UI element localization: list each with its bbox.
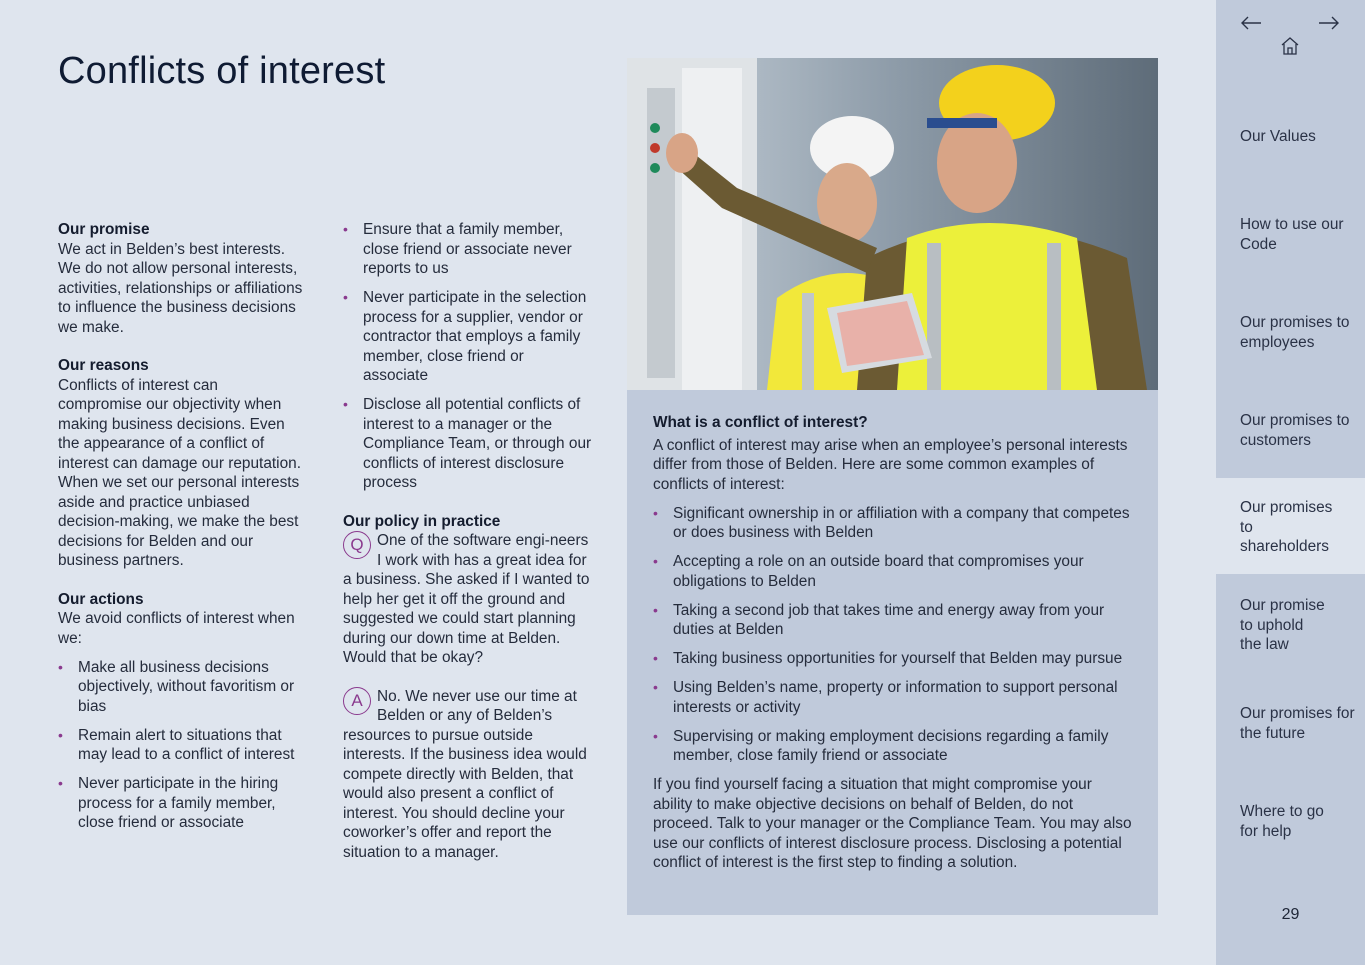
question-badge: Q <box>343 531 371 559</box>
list-item: • Taking business opportunities for yourself that Belden may pursue <box>653 649 1132 669</box>
policy-heading: Our policy in practice <box>343 512 501 530</box>
answer-block <box>343 687 593 863</box>
list-item: • Accepting a role on an outside board that compromises your obligations to Belden <box>653 552 1132 591</box>
promise-text: We act in Belden’s best interests. We do not allow personal interests, activities, relationships or affiliations to influence the business decisions we make. <box>58 240 303 336</box>
list-item: • Using Belden’s name, property or information to support personal interests or activity <box>653 678 1132 717</box>
reasons-heading: Our reasons <box>58 357 149 374</box>
arrow-right-icon[interactable] <box>1318 16 1340 35</box>
panel-heading: What is a conflict of interest? <box>653 414 868 431</box>
reasons-text: Conflicts of interest can compromise our objectivity when making business decisions. Even the appearance of a conflict of interest can damage our reputation. When we set our personal interests aside and practice unbiased decision-making, we make the best decisions for Belden and our business partners. <box>58 376 301 569</box>
list-item: • Never participate in the selection process for a supplier, vendor or contractor that employs a family member, close friend or associate <box>343 288 593 386</box>
actions-list <box>58 658 303 833</box>
list-item: • Ensure that a family member, close friend or associate never reports to us <box>343 220 593 279</box>
info-panel <box>627 390 1158 915</box>
panel-intro: A conflict of interest may arise when an employee’s personal interests differ from those of Belden. Here are some common examples of conflicts of interest: <box>653 436 1128 493</box>
nav-controls <box>1216 14 1365 64</box>
list-item: • Significant ownership in or affiliation with a company that competes or does business with Belden <box>653 504 1132 543</box>
sidebar-item-our-values[interactable]: Our Values <box>1240 128 1316 145</box>
sidebar <box>1216 0 1365 965</box>
list-item: • Disclose all potential conflicts of interest to a manager or the Compliance Team, or through our conflicts of interest disclosure process <box>343 395 593 493</box>
list-item: • Never participate in the hiring process for a family member, close friend or associate <box>58 774 303 833</box>
sidebar-item-help[interactable]: Where to go for help <box>1240 803 1324 840</box>
engineers-at-control-panel-image <box>627 58 1158 390</box>
actions-text: We avoid conflicts of interest when we: <box>58 610 295 647</box>
list-item: • Supervising or making employment decisions regarding a family member, close family friend or associate <box>653 727 1132 766</box>
examples-list <box>653 504 1132 766</box>
sidebar-item-future[interactable]: Our promises for the future <box>1240 705 1355 742</box>
list-item: • Remain alert to situations that may lead to a conflict of interest <box>58 726 303 765</box>
answer-badge: A <box>343 687 371 715</box>
actions-heading: Our actions <box>58 590 144 608</box>
list-item: • Make all business decisions objectively, without favoritism or bias <box>58 658 303 717</box>
sidebar-item-employees[interactable]: Our promises to employees <box>1240 314 1350 351</box>
list-item: • Taking a second job that takes time and energy away from your duties at Belden <box>653 601 1132 640</box>
question-text: One of the software engi-neers I work with has a great idea for a business. She asked if I wanted to help her get it off the ground and suggested we could start planning during our down time at Belden. Would that be okay? <box>343 532 590 666</box>
question-block <box>343 531 593 668</box>
answer-text: No. We never use our time at Belden or any of Belden’s resources to pursue outside interests. If the business idea would compete directly with Belden, that would also present a conflict of interest. You should decline your coworker’s offer and report the situation to a manager. <box>343 687 587 861</box>
panel-closing: If you find yourself facing a situation that might compromise your ability to make objective decisions on behalf of Belden, do not proceed. Talk to your manager or the Compliance Team. You may also use our conflicts of interest disclosure process. Disclosing a potential conflict of interest is the first step to finding a solution. <box>653 776 1132 871</box>
home-icon[interactable] <box>1280 36 1300 61</box>
sidebar-item-shareholders[interactable]: Our promises to shareholders <box>1216 478 1365 574</box>
arrow-left-icon[interactable] <box>1240 16 1262 35</box>
column-middle <box>343 220 593 881</box>
sidebar-item-customers[interactable]: Our promises to customers <box>1240 412 1350 449</box>
workers-photo <box>627 58 1158 390</box>
sidebar-item-law[interactable]: Our promise to uphold the law <box>1240 597 1325 653</box>
promise-heading: Our promise <box>58 221 150 238</box>
sidebar-item-how-to-use[interactable]: How to use our Code <box>1240 216 1344 253</box>
column-left <box>58 220 303 842</box>
actions-list-continued <box>343 220 593 493</box>
page-number: 29 <box>1281 906 1300 923</box>
page-title: Conflicts of interest <box>58 50 386 92</box>
